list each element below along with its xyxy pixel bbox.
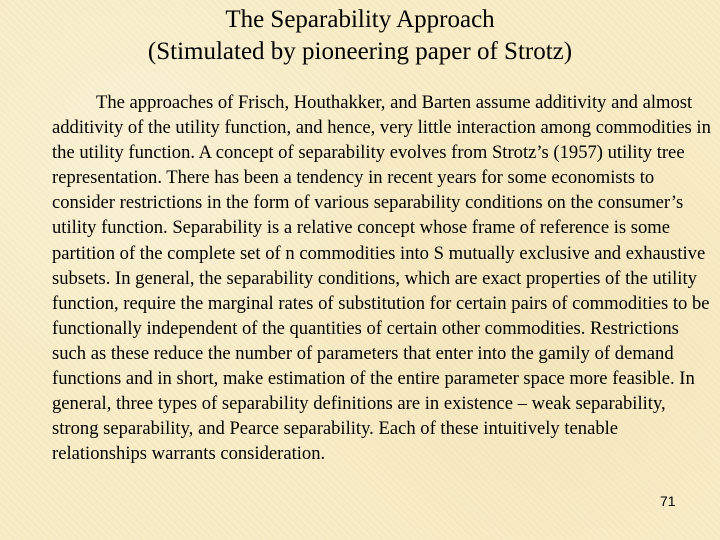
slide-title	[0, 4, 720, 68]
body-paragraph	[52, 90, 712, 466]
body-paragraph-text: The approaches of Frisch, Houthakker, and Barten assume additivity and almost additivity of the utility function, and hence, very little interaction among commodities in the utility function. A concept of separability evolves from Strotz’s (1957) utility tree representation. There has been a tendency in recent years for some economists to consider restrictions in the form of various separability conditions on the consumer’s utility function. Separability is a relative concept whose frame of reference is some partition of the complete set of n commodities into S mutually exclusive and exhaustive subsets. In general, the separability conditions, which are exact properties of the utility function, require the marginal rates of substitution for certain pairs of commodities to be functionally independent of the quantities of certain other commodities. Restrictions such as these reduce the number of parameters that enter into the gamily of demand functions and in short, make estimation of the entire parameter space more feasible. In general, three types of separability definitions are in existence – weak separability, strong separability, and Pearce separability. Each of these intuitively tenable relationships warrants consideration.	[52, 92, 711, 465]
slide-title-line-1: The Separability Approach	[225, 6, 495, 33]
page-number: 71	[660, 493, 676, 509]
slide-title-line-2: (Stimulated by pioneering paper of Strotz)	[147, 38, 573, 65]
